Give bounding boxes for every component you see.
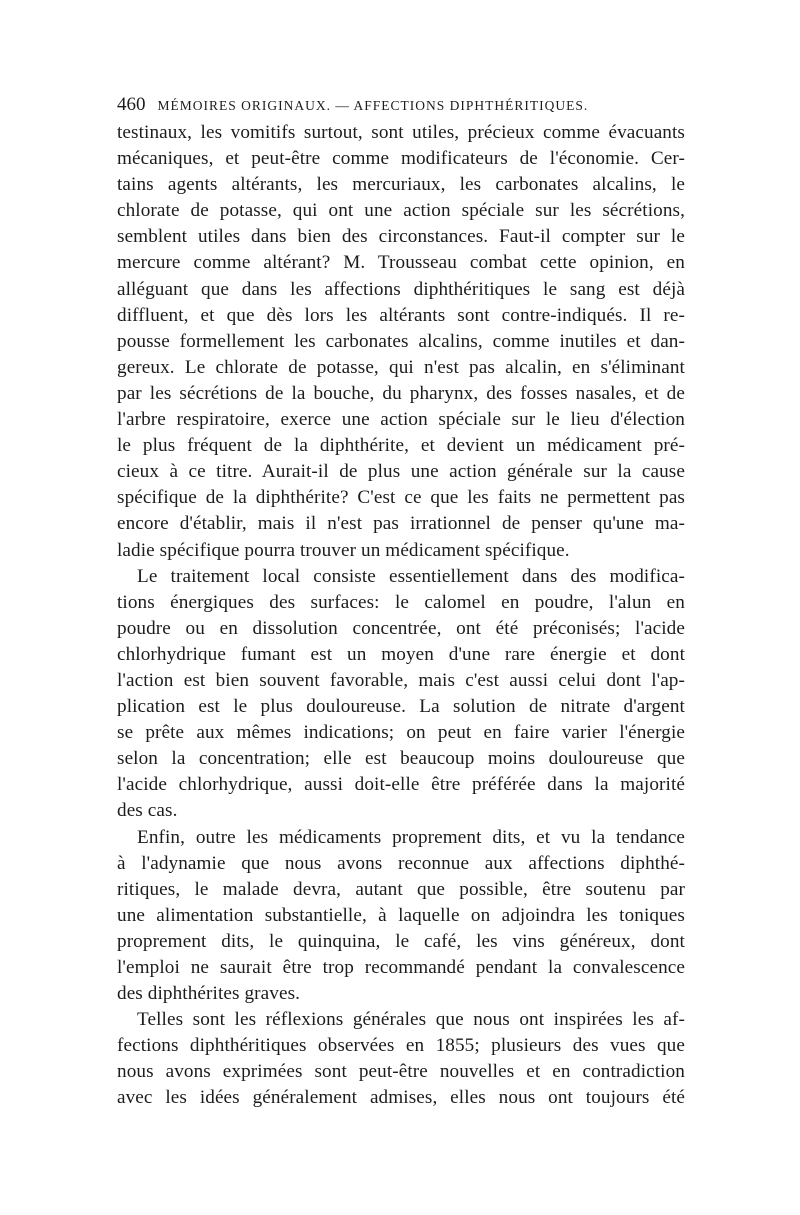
text-line: par les sécrétions de la bouche, du pharynx, des fosses nasales, et de [117,382,685,404]
text-line: une alimentation substantielle, à laquelle on adjoindra les toniques [117,904,685,926]
text-line: encore d'établir, mais il n'est pas irrationnel de penser qu'une ma- [117,513,685,535]
text-line: le plus fréquent de la diphthérite, et devient un médicament pré- [117,435,685,457]
text-line: tains agents altérants, les mercuriaux, les carbonates alcalins, le [117,174,685,196]
text-line: l'acide chlorhydrique, aussi doit-elle être préférée dans la majorité [117,774,685,796]
text-line: spécifique de la diphthérite? C'est ce que les faits ne permettent pas [117,487,685,509]
page-number: 460 [117,94,146,115]
text-line: semblent utiles dans bien des circonstances. Faut-il compter sur le [117,226,685,248]
running-title: MÉMOIRES ORIGINAUX. — AFFECTIONS DIPHTHÉRITIQUES. [157,98,589,113]
body-text [117,120,685,1112]
text-line: chlorhydrique fumant est un moyen d'une rare énergie et dont [117,643,685,665]
text-line: selon la concentration; elle est beaucoup moins douloureuse que [117,748,685,770]
text-line: des diphthérites graves. [117,983,301,1005]
text-line: mercure comme altérant? M. Trousseau combat cette opinion, en [117,252,685,274]
text-line: Enfin, outre les médicaments proprement dits, et vu la tendance [137,826,685,848]
text-line: l'action est bien souvent favorable, mais c'est aussi celui dont l'ap- [117,669,685,691]
text-line: chlorate de potasse, qui ont une action spéciale sur les sécrétions, [117,200,685,222]
text-line: cieux à ce titre. Aurait-il de plus une action générale sur la cause [117,461,685,483]
text-line: Le traitement local consiste essentiellement dans des modifica- [137,565,685,587]
text-line: Telles sont les réflexions générales que nous ont inspirées les af- [137,1009,685,1031]
text-line: l'emploi ne saurait être trop recommandé pendant la convalescence [117,957,685,978]
text-line: testinaux, les vomitifs surtout, sont utiles, précieux comme évacuants [117,122,685,143]
text-line: ritiques, le malade devra, autant que possible, être soutenu par [117,878,685,900]
text-line: ladie spécifique pourra trouver un médicament spécifique. [117,539,570,561]
text-line: proprement dits, le quinquina, le café, les vins généreux, dont [117,930,685,952]
text-line: des cas. [117,800,178,822]
text-line: tions énergiques des surfaces: le calomel en poudre, l'alun en [117,591,685,613]
text-line: mécaniques, et peut-être comme modificateurs de l'économie. Cer- [117,148,685,170]
text-line: l'arbre respiratoire, exerce une action spéciale sur le lieu d'élection [117,409,685,431]
running-header [117,94,679,116]
text-line: fections diphthéritiques observées en 1855; plusieurs des vues que [117,1035,685,1057]
text-line: nous avons exprimées sont peut-être nouvelles et en contradiction [117,1061,685,1083]
text-line: plication est le plus douloureuse. La solution de nitrate d'argent [117,696,685,718]
text-line: alléguant que dans les affections diphthéritiques le sang est déjà [117,278,685,300]
text-line: diffluent, et que dès lors les altérants sont contre-indiqués. Il re- [117,304,685,326]
text-line: pousse formellement les carbonates alcalins, comme inutiles et dan- [117,330,685,352]
text-line: poudre ou en dissolution concentrée, ont été préconisés; l'acide [117,617,685,639]
text-line: avec les idées généralement admises, elles nous ont toujours été [117,1087,685,1109]
text-line: se prête aux mêmes indications; on peut en faire varier l'énergie [117,722,685,744]
text-line: à l'adynamie que nous avons reconnue aux affections diphthé- [117,852,685,874]
text-line: gereux. Le chlorate de potasse, qui n'est pas alcalin, en s'éliminant [117,356,685,378]
